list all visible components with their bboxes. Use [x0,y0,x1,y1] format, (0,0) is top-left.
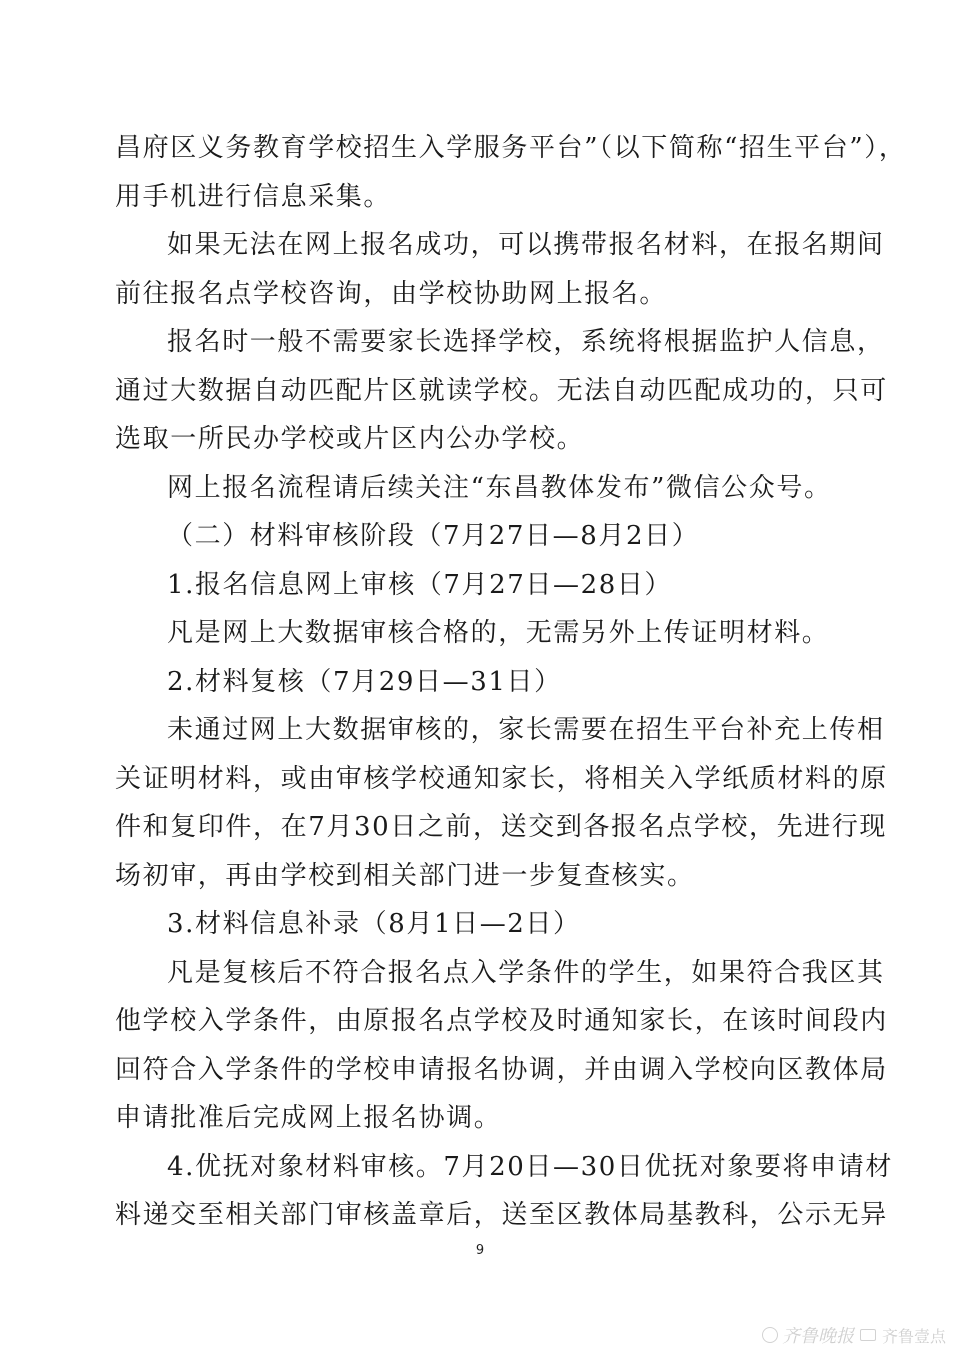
text-line: 凡是复核后不符合报名点入学条件的学生，如果符合我区其 [167,957,885,988]
text-line: 昌府区义务教育学校招生入学服务平台”（以下简称“招生平台”）， [115,133,907,163]
watermark-logo [762,1322,854,1348]
text-line: 网上报名流程请后续关注“东昌教体发布”微信公众号。 [167,472,832,503]
watermark-left-text: 齐鲁晚报 [781,1326,854,1347]
text-line: 如果无法在网上报名成功，可以携带报名材料，在报名期间 [167,230,885,260]
text-line: 选取一所民办学校或片区内公办学校。 [115,424,585,454]
text-line: 申请批准后完成网上报名协调。 [115,1103,502,1133]
text-line: 凡是网上大数据审核合格的，无需另外上传证明材料。 [167,618,830,648]
page-number: 9 [475,1243,485,1258]
document-body [115,124,907,1240]
text-line: 报名时一般不需要家长选择学校，系统将根据监护人信息， [167,327,885,357]
circle-icon [762,1327,778,1343]
subsection-heading: 2.材料复核（7月29日—31日） [167,666,562,697]
text-line: 场初审，再由学校到相关部门进一步复查核实。 [115,860,695,891]
text-line: 回符合入学条件的学校申请报名协调，并由调入学校向区教体局 [115,1054,888,1085]
text-line: 关证明材料，或由审核学校通知家长，将相关入学纸质材料的原 [115,763,888,794]
text-line: 未通过网上大数据审核的，家长需要在招生平台补充上传相 [167,715,885,745]
text-line: 他学校入学条件，由原报名点学校及时通知家长，在该时间段内 [115,1006,888,1036]
text-line: 前往报名点学校咨询，由学校协助网上报名。 [115,278,668,309]
text-line: 用手机进行信息采集。 [115,181,392,212]
text-line: 4.优抚对象材料审核。7月20日—30日优抚对象要将申请材 [167,1151,893,1182]
section-heading: （二）材料审核阶段（7月27日—8月2日） [167,521,700,551]
watermark-right-text: 齐鲁壹点 [881,1326,946,1346]
watermark [762,1322,946,1348]
app-icon [860,1329,876,1341]
subsection-heading: 3.材料信息补录（8月1日—2日） [167,909,581,939]
text-line: 料递交至相关部门审核盖章后，送至区教体局基教科，公示无异 [115,1200,888,1230]
text-line: 通过大数据自动匹配片区就读学校。无法自动匹配成功的，只可 [115,375,888,406]
text-line: 件和复印件，在7月30日之前，送交到各报名点学校，先进行现 [115,812,888,842]
subsection-heading: 1.报名信息网上审核（7月27日—28日） [167,569,673,600]
